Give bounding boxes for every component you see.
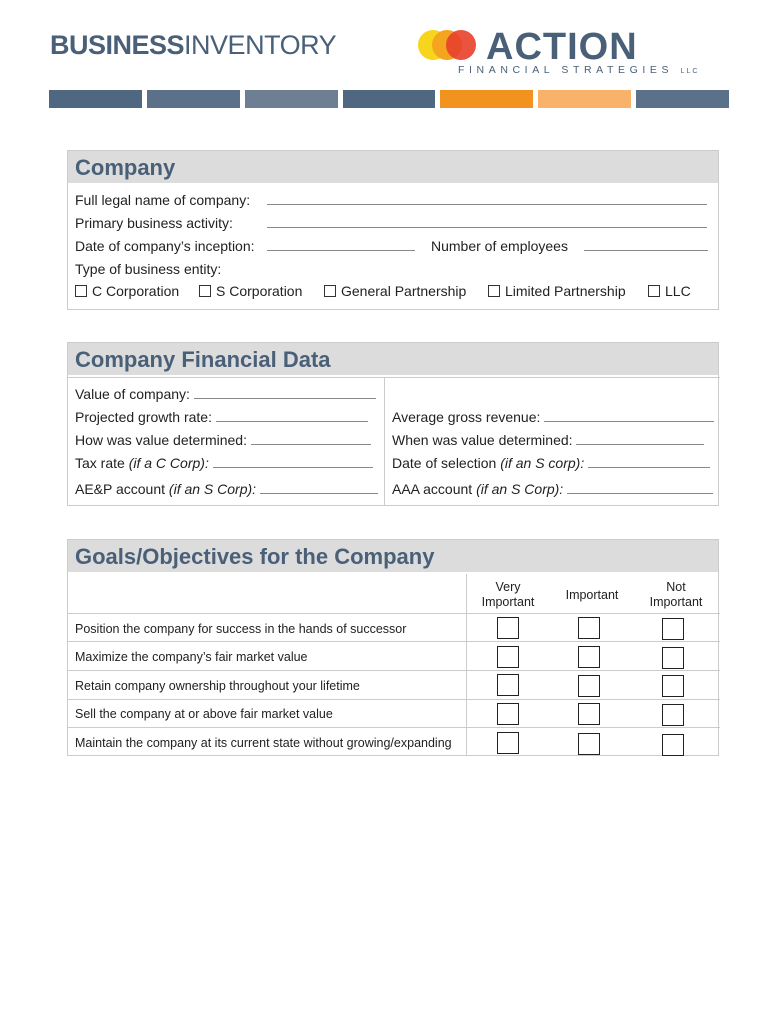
color-bar [343, 90, 436, 108]
very-important-checkbox[interactable] [497, 646, 519, 668]
checkbox-icon[interactable] [75, 285, 87, 297]
important-checkbox[interactable] [578, 703, 600, 725]
column-header-very-important [468, 580, 548, 610]
employees-field[interactable] [584, 238, 708, 254]
aaa-label-text: AAA account [392, 481, 473, 497]
not-important-checkbox[interactable] [662, 647, 684, 669]
financial-heading: Company Financial Data [68, 343, 718, 375]
financial-section [67, 342, 719, 506]
divider [68, 641, 720, 642]
aaa-note: (if an S Corp): [476, 481, 564, 497]
logo-sub-text: FINANCIAL STRATEGIES [458, 64, 674, 76]
color-bar [636, 90, 729, 108]
checkbox-icon[interactable] [199, 285, 211, 297]
entity-option-label: General Partnership [341, 283, 467, 299]
entity-label: Type of business entity: [75, 261, 222, 277]
how-value-label-text: How was value determined: [75, 432, 247, 448]
goal-item: Maintain the company at its current state without growing/expanding [75, 736, 452, 750]
column-header-important: Important [565, 588, 619, 602]
color-bar [147, 90, 240, 108]
growth-field[interactable] [216, 409, 368, 422]
gross-rev-label-text: Average gross revenue: [392, 409, 541, 425]
checkbox-icon[interactable] [324, 285, 336, 297]
activity-field[interactable] [267, 215, 707, 231]
not-important-checkbox[interactable] [662, 734, 684, 756]
legal-name-field[interactable] [267, 192, 707, 208]
activity-label: Primary business activity: [75, 215, 233, 231]
color-bar-strip [49, 90, 729, 108]
entity-option-label: C Corporation [92, 283, 180, 299]
column-header-not-important [636, 580, 716, 610]
col-not-line1: Not [666, 580, 686, 594]
color-bar [538, 90, 631, 108]
entity-option[interactable] [648, 283, 691, 299]
entity-option-label: LLC [665, 283, 691, 299]
goals-heading: Goals/Objectives for the Company [68, 540, 718, 572]
selection-label [392, 455, 710, 471]
goal-item: Retain company ownership throughout your lifetime [75, 679, 360, 693]
divider [68, 377, 720, 378]
divider [68, 699, 720, 700]
legal-name-label: Full legal name of company: [75, 192, 251, 208]
logo-dots-icon [418, 30, 488, 64]
aaa-label [392, 481, 713, 497]
color-bar [49, 90, 142, 108]
tax-rate-label-text: Tax rate [75, 455, 125, 471]
col-very-line1: Very [495, 580, 521, 594]
aaa-field[interactable] [567, 481, 713, 494]
inception-label: Date of company’s inception: [75, 238, 255, 254]
not-important-checkbox[interactable] [662, 704, 684, 726]
tax-rate-note: (if a C Corp): [128, 455, 209, 471]
logo-subtitle [458, 64, 699, 76]
gross-rev-label [392, 409, 714, 425]
divider [68, 613, 720, 614]
goal-item: Position the company for success in the hands of successor [75, 622, 407, 636]
aep-note: (if an S Corp): [168, 481, 257, 497]
entity-option[interactable] [75, 283, 179, 299]
column-divider [384, 377, 385, 505]
logo-word: ACTION [486, 26, 638, 68]
col-very-line2: Important [481, 595, 535, 609]
goal-item: Sell the company at or above fair market value [75, 707, 333, 721]
not-important-checkbox[interactable] [662, 675, 684, 697]
growth-label [75, 409, 368, 425]
color-bar [440, 90, 533, 108]
selection-label-text: Date of selection [392, 455, 497, 471]
how-value-label [75, 432, 371, 448]
tax-rate-field[interactable] [213, 455, 373, 468]
very-important-checkbox[interactable] [497, 617, 519, 639]
title-light: INVENTORY [184, 30, 337, 60]
inception-field[interactable] [267, 238, 415, 254]
company-heading: Company [68, 151, 718, 183]
page-title [50, 30, 336, 61]
aep-label-text: AE&P account [75, 481, 166, 497]
aep-label [75, 481, 378, 497]
when-value-label-text: When was value determined: [392, 432, 573, 448]
divider [68, 670, 720, 671]
very-important-checkbox[interactable] [497, 674, 519, 696]
checkbox-icon[interactable] [648, 285, 660, 297]
entity-option[interactable] [199, 283, 302, 299]
selection-field[interactable] [588, 455, 710, 468]
important-checkbox[interactable] [578, 733, 600, 755]
very-important-checkbox[interactable] [497, 703, 519, 725]
logo-suffix: LLC [680, 68, 700, 75]
gross-rev-field[interactable] [544, 409, 714, 422]
how-value-field[interactable] [251, 432, 371, 445]
entity-option-label: S Corporation [216, 283, 303, 299]
title-bold: BUSINESS [50, 30, 185, 60]
value-label [75, 386, 376, 402]
aep-field[interactable] [260, 481, 378, 494]
col-not-line2: Important [649, 595, 703, 609]
goal-item: Maximize the company’s fair market value [75, 650, 308, 664]
important-checkbox[interactable] [578, 617, 600, 639]
tax-rate-label [75, 455, 373, 471]
company-logo [418, 28, 718, 80]
checkbox-icon[interactable] [488, 285, 500, 297]
very-important-checkbox[interactable] [497, 732, 519, 754]
entity-option[interactable] [488, 283, 626, 299]
not-important-checkbox[interactable] [662, 618, 684, 640]
employees-label: Number of employees [431, 238, 568, 254]
important-checkbox[interactable] [578, 675, 600, 697]
goals-section [67, 539, 719, 756]
value-label-text: Value of company: [75, 386, 190, 402]
growth-label-text: Projected growth rate: [75, 409, 212, 425]
selection-note: (if an S corp): [500, 455, 585, 471]
when-value-label [392, 432, 704, 448]
color-bar [245, 90, 338, 108]
value-field[interactable] [194, 386, 376, 399]
company-section [67, 150, 719, 310]
when-value-field[interactable] [576, 432, 704, 445]
important-checkbox[interactable] [578, 646, 600, 668]
entity-option[interactable] [324, 283, 466, 299]
entity-option-label: Limited Partnership [505, 283, 626, 299]
divider [68, 727, 720, 728]
